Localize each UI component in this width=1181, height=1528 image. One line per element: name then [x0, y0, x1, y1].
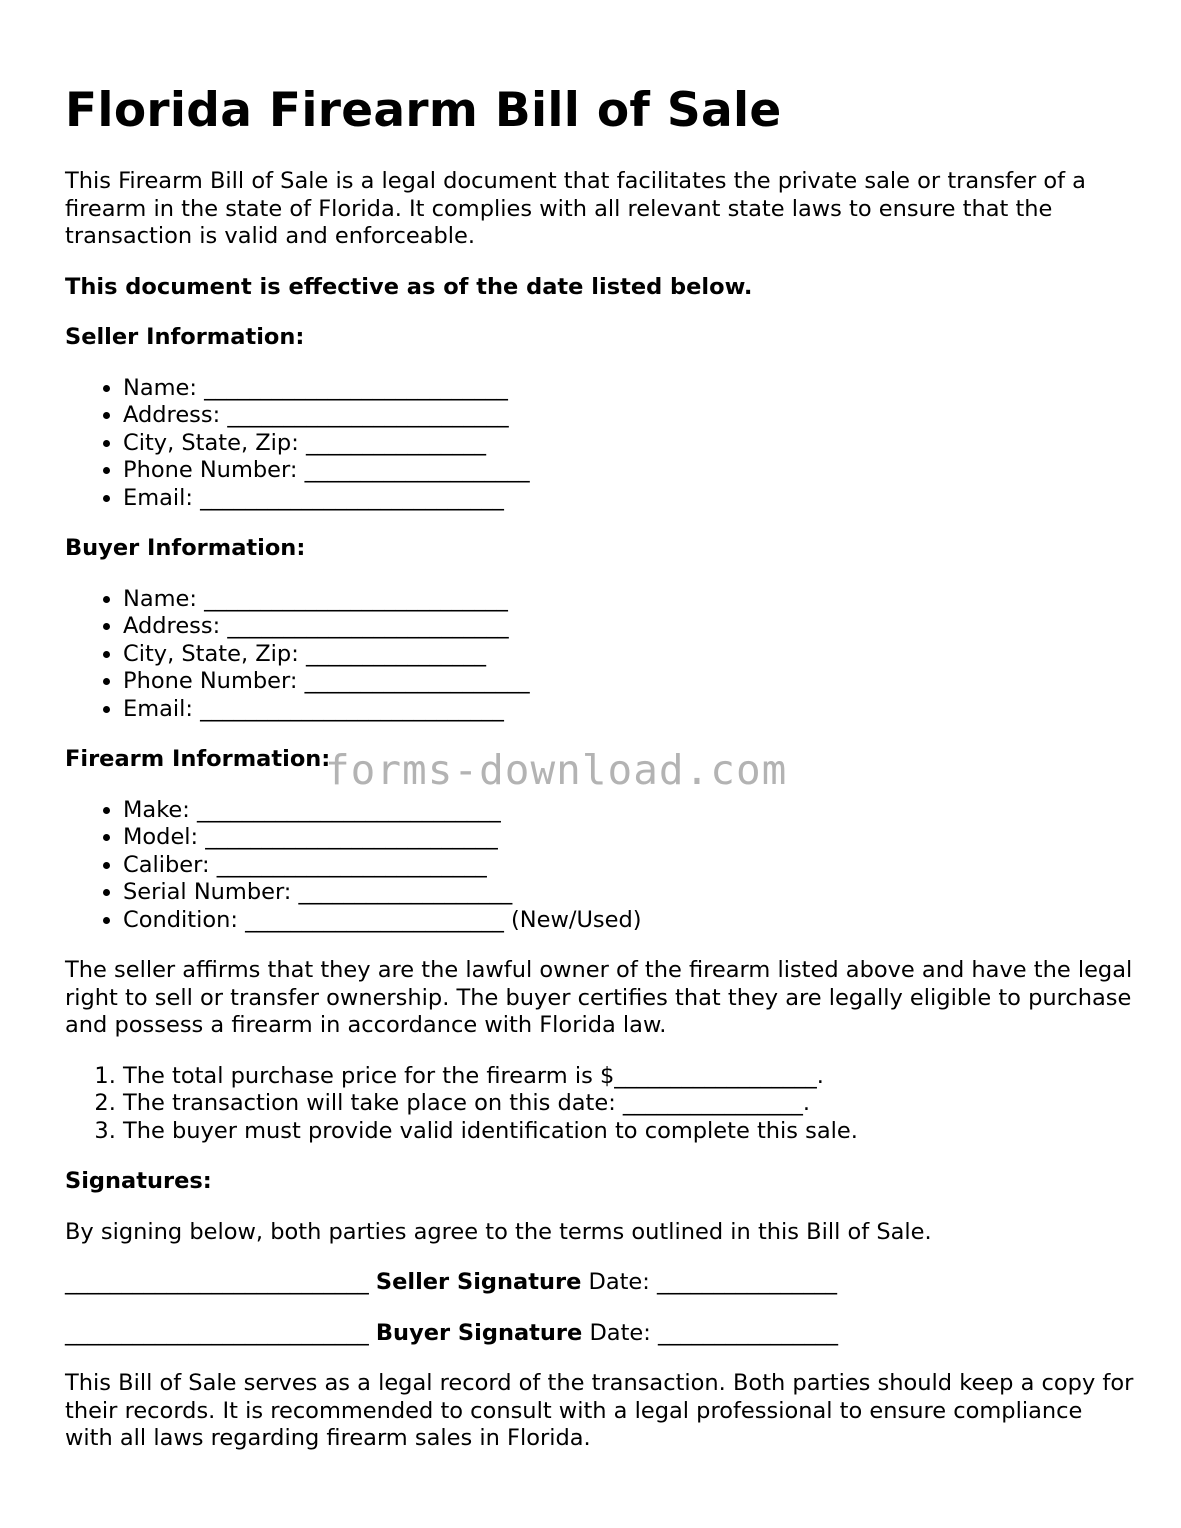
- buyer-name-field[interactable]: • Name: ___________________________: [123, 586, 1135, 614]
- signatures-heading: Signatures:: [65, 1168, 212, 1194]
- term-transaction-date[interactable]: 2. The transaction will take place on this date: ________________.: [123, 1090, 1135, 1118]
- buyer-city-field[interactable]: • City, State, Zip: ________________: [123, 641, 1135, 669]
- seller-signature-label: Seller Signature: [375, 1269, 582, 1295]
- firearm-caliber-field[interactable]: • Caliber: ________________________: [123, 852, 1135, 880]
- buyer-signature-label: Buyer Signature: [375, 1319, 583, 1346]
- watermark: forms-download.com: [325, 746, 788, 794]
- closing-paragraph: This Bill of Sale serves as a legal record of the transaction. Both parties should keep a copy for their records. It is recommended to consult with a legal professional to ensure compliance with all laws regarding firearm sales in Florida.: [65, 1370, 1134, 1451]
- agreement-paragraph: By signing below, both parties agree to the terms outlined in this Bill of Sale.: [65, 1218, 932, 1245]
- terms-list: [65, 1063, 1135, 1146]
- effective-statement: This document is effective as of the date listed below.: [65, 273, 753, 300]
- affirmation-paragraph: The seller affirms that they are the lawful owner of the firearm listed above and have the legal right to sell or transfer ownership. The buyer certifies that they are legally eligible to purchase and possess a firearm in accordance with Florida law.: [65, 957, 1133, 1038]
- seller-email-field[interactable]: • Email: ___________________________: [123, 485, 1135, 513]
- firearm-fields: [65, 797, 1135, 935]
- buyer-address-field[interactable]: • Address: _________________________: [123, 613, 1135, 641]
- term-identification: 3. The buyer must provide valid identification to complete this sale.: [123, 1118, 1135, 1146]
- seller-name-field[interactable]: • Name: ___________________________: [123, 375, 1135, 403]
- buyer-signature-date[interactable]: Date: ________________: [589, 1319, 838, 1346]
- seller-fields: [65, 375, 1135, 513]
- seller-phone-field[interactable]: • Phone Number: ____________________: [123, 457, 1135, 485]
- firearm-condition-field[interactable]: • Condition: _______________________ (New/Used): [123, 907, 1135, 935]
- buyer-signature-line[interactable]: ___________________________: [65, 1319, 369, 1346]
- firearm-make-field[interactable]: • Make: ___________________________: [123, 797, 1135, 825]
- firearm-model-field[interactable]: • Model: __________________________: [123, 824, 1135, 852]
- document-title: Florida Firearm Bill of Sale: [65, 83, 782, 138]
- seller-signature-row: [65, 1269, 1135, 1297]
- seller-signature-date[interactable]: Date: ________________: [588, 1269, 838, 1295]
- seller-city-field[interactable]: • City, State, Zip: ________________: [123, 430, 1135, 458]
- seller-heading: Seller Information:: [65, 324, 305, 350]
- intro-paragraph: This Firearm Bill of Sale is a legal document that facilitates the private sale or transfer of a firearm in the state of Florida. It complies with all relevant state laws to ensure that the transaction is valid and enforceable.: [65, 168, 1086, 249]
- firearm-heading: Firearm Information:: [65, 746, 331, 772]
- buyer-heading: Buyer Information:: [65, 535, 306, 561]
- buyer-phone-field[interactable]: • Phone Number: ____________________: [123, 668, 1135, 696]
- buyer-email-field[interactable]: • Email: ___________________________: [123, 696, 1135, 724]
- seller-signature-line[interactable]: ___________________________: [65, 1269, 369, 1295]
- firearm-serial-field[interactable]: • Serial Number: ___________________: [123, 879, 1135, 907]
- seller-address-field[interactable]: • Address: _________________________: [123, 402, 1135, 430]
- buyer-signature-row: [65, 1320, 1135, 1348]
- buyer-fields: [65, 586, 1135, 724]
- term-purchase-price[interactable]: 1. The total purchase price for the firearm is $__________________.: [123, 1063, 1135, 1091]
